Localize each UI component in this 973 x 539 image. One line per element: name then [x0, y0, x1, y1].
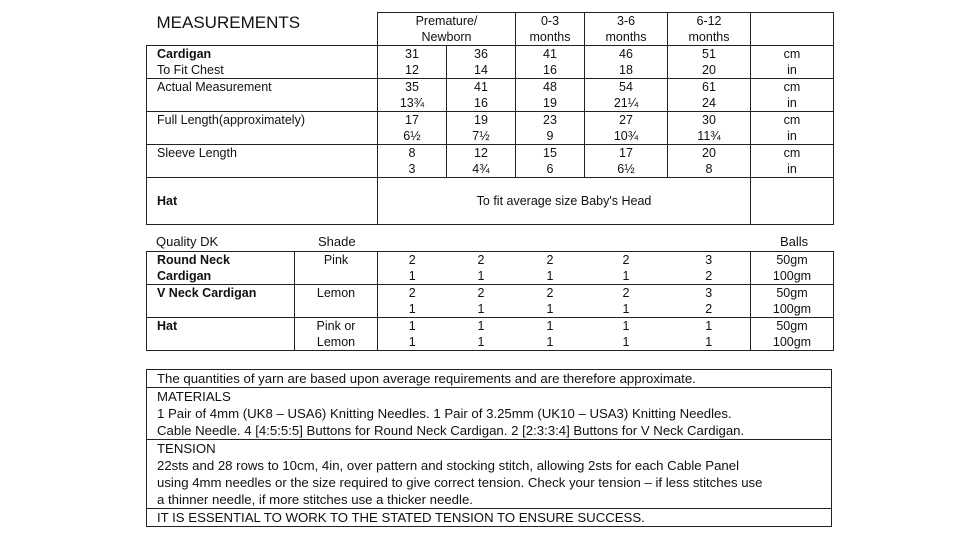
table-row: Round Neck Cardigan Pink 2 1 2 1 2 1 2 1 3 2 50gm 100gm — [147, 252, 834, 285]
size-header: 6-12 months — [668, 13, 751, 46]
materials-title: MATERIALS — [157, 389, 231, 404]
quality-header — [146, 234, 832, 250]
size-header: 0-3 months — [516, 13, 585, 46]
unit-cell: cm in — [751, 145, 834, 178]
unit-cell: cm in — [751, 112, 834, 145]
quality-label: Quality DK — [156, 234, 219, 249]
table-row: Actual Measurement 35 13¾ 41 16 48 19 54 21¼ 61 24 cm in — [147, 79, 834, 112]
hat-row — [147, 178, 834, 225]
table-row: Hat Pink or Lemon 1 1 1 1 1 1 1 1 1 1 50gm 100gm — [147, 318, 834, 351]
tension-section: TENSION 22sts and 28 rows to 10cm, 4in, over pattern and stocking stitch, allowing 2sts for each Cable Panel using 4mm needles or the size required to give correct tension. Check your tension – if less stitches use a thinner needle, if more stitches use a thicker needle. — [147, 439, 831, 508]
yarn-quantity-table — [146, 251, 834, 351]
notes-box — [146, 369, 832, 527]
materials-section: MATERIALS 1 Pair of 4mm (UK8 – USA6) Knitting Needles. 1 Pair of 3.25mm (UK10 – USA3) Knitting Needles. Cable Needle. 4 [4:5:5:5] Buttons for Round Neck Cardigan. 2 [2:3:3:4] Buttons for V Neck Cardigan. — [147, 387, 831, 439]
ball-weight: 50gm 100gm — [751, 252, 834, 285]
garment-name: Hat — [147, 318, 295, 351]
garment-name: V Neck Cardigan — [147, 285, 295, 318]
unit-cell: cm in — [751, 46, 834, 79]
shade-cell: Pink — [295, 252, 378, 285]
tension-title: TENSION — [157, 441, 216, 456]
row-label: Sleeve Length — [147, 145, 378, 178]
size-header-row — [147, 13, 834, 46]
size-header: 3-6 months — [585, 13, 668, 46]
table-row: Full Length(approximately) 17 6½ 19 7½ 23 9 27 10¾ 30 11¾ cm in — [147, 112, 834, 145]
row-label: Actual Measurement — [147, 79, 378, 112]
table-row: Cardigan To Fit Chest 31 12 36 14 41 16 46 18 51 20 cm in — [147, 46, 834, 79]
measurements-table — [146, 12, 834, 225]
ball-weight: 50gm 100gm — [751, 318, 834, 351]
size-header: Premature/ Newborn — [378, 13, 516, 46]
shade-cell: Lemon — [295, 285, 378, 318]
table-row: Sleeve Length 8 3 12 4¾ 15 6 17 6½ 20 8 cm in — [147, 145, 834, 178]
garment-name: Round Neck Cardigan — [147, 252, 295, 285]
shade-cell: Pink or Lemon — [295, 318, 378, 351]
row-label: Full Length(approximately) — [147, 112, 378, 145]
unit-cell: cm in — [751, 79, 834, 112]
balls-label: Balls — [780, 234, 809, 249]
shade-label: Shade — [318, 234, 356, 249]
hat-fit-note: To fit average size Baby's Head — [378, 178, 751, 225]
essential-note: IT IS ESSENTIAL TO WORK TO THE STATED TENSION TO ENSURE SUCCESS. — [147, 508, 831, 526]
row-label: Cardigan To Fit Chest — [147, 46, 378, 79]
page-title: MEASUREMENTS — [156, 12, 301, 32]
table-row: V Neck Cardigan Lemon 2 1 2 1 2 1 2 1 3 2 50gm 100gm — [147, 285, 834, 318]
row-label: Hat — [147, 178, 378, 225]
yarn-note: The quantities of yarn are based upon average requirements and are therefore approximate. — [157, 371, 696, 386]
ball-weight: 50gm 100gm — [751, 285, 834, 318]
